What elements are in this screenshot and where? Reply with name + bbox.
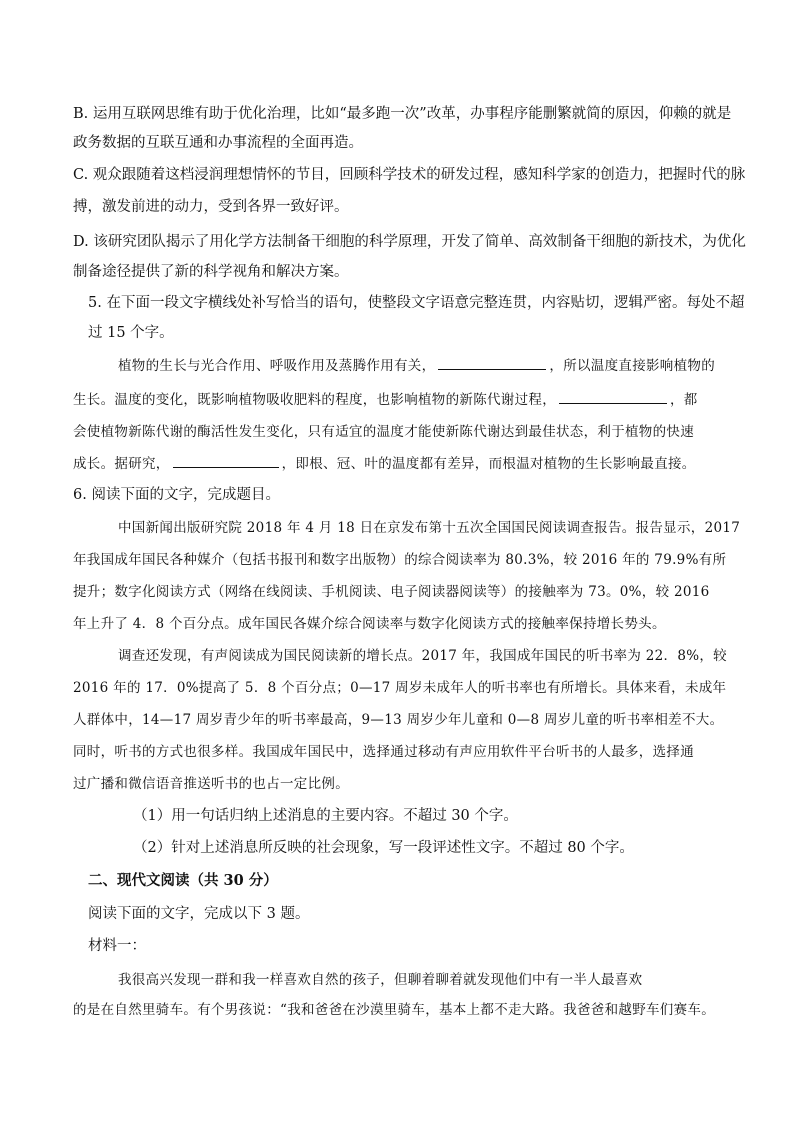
question-5-passage-line-4 (73, 454, 696, 474)
question-6-prompt: 6. 阅读下面的文字，完成题目。 (73, 487, 280, 503)
answer-blank-1[interactable] (438, 356, 546, 370)
option-b-line-2: 政务数据的互联互通和办事流程的全面再造。 (73, 135, 363, 151)
material-text-line-1: 我很高兴发现一群和我一样喜欢自然的孩子，但聊着聊着就发现他们中有一半人最喜欢 (118, 972, 643, 988)
question-6-sub-1: （1）用一句话归纳上述消息的主要内容。不超过 30 个字。 (133, 808, 518, 824)
section-2-heading: 二、现代文阅读（共 30 分） (88, 872, 278, 889)
q6-para2-line: 同时，听书的方式也很多样。我国成年国民中，选择通过移动有声应用软件平台听书的人最多，选择通 (73, 744, 694, 760)
question-5-prompt-line-2: 过 15 个字。 (88, 325, 174, 341)
option-b-line-1: B. 运用互联网思维有助于优化治理，比如“最多跑一次”改革，办事程序能删繁就简的原因，仰赖的就是 (73, 106, 732, 122)
passage-text: ，即根、冠、叶的温度都有差异，而根温对植物的生长影响最直接。 (281, 456, 696, 472)
answer-blank-2[interactable] (559, 390, 667, 404)
material-label: 材料一： (88, 938, 146, 954)
material-text-line-2: 的是在自然里骑车。有个男孩说：“我和爸爸在沙漠里骑车，基本上都不走大路。我爸爸和越野车们赛车。 (73, 1002, 715, 1018)
passage-text: 成长。据研究， (73, 456, 170, 472)
q6-para1-line: 年我国成年国民各种媒介（包括书报刊和数字出版物）的综合阅读率为 80.3%，较 2016 年的 79.9%有所 (73, 552, 727, 568)
passage-text: 生长。温度的变化，既影响植物吸收肥料的程度，也影响植物的新陈代谢过程， (73, 392, 556, 408)
question-5-passage-line-1 (118, 356, 715, 376)
q6-para1-line: 中国新闻出版研究院 2018 年 4 月 18 日在京发布第十五次全国国民阅读调查报告。报告显示，2017 (118, 520, 741, 536)
passage-text: ，都 (670, 392, 698, 408)
passage-text: ，所以温度直接影响植物的 (549, 358, 716, 374)
q6-para2-line: 2016 年的 17．0%提高了 5．8 个百分点；0—17 周岁未成年人的听书率也有所增长。具体来看，未成年 (73, 680, 727, 696)
q6-para1-line: 提升；数字化阅读方式（网络在线阅读、手机阅读、电子阅读器阅读等）的接触率为 73。0%，较 2016 (73, 584, 710, 600)
option-d-line-1: D. 该研究团队揭示了用化学方法制备干细胞的科学原理，开发了简单、高效制备干细胞的新技术，为优化 (73, 234, 746, 250)
question-6-sub-2: （2）针对上述消息所反映的社会现象，写一段评述性文字。不超过 80 个字。 (133, 840, 634, 856)
option-d-line-2: 制备途径提供了新的科学视角和解决方案。 (73, 264, 349, 280)
section-2-instruction: 阅读下面的文字，完成以下 3 题。 (88, 906, 310, 922)
option-c-line-2: 搏，激发前进的动力，受到各界一致好评。 (73, 199, 349, 215)
question-5-passage-line-2 (73, 390, 698, 410)
q6-para2-line: 人群体中，14—17 周岁青少年的听书率最高，9—13 周岁少年儿童和 0—8 周岁儿童的听书率相差不大。 (73, 712, 724, 728)
q6-para2-line: 过广播和微信语音推送听书的也占一定比例。 (73, 776, 349, 792)
q6-para1-line: 年上升了 4．8 个百分点。成年国民各媒介综合阅读率与数字化阅读方式的接触率保持增长势头。 (73, 616, 666, 632)
passage-text: 植物的生长与光合作用、呼吸作用及蒸腾作用有关， (118, 358, 436, 374)
question-5-prompt-line-1: 5. 在下面一段文字横线处补写恰当的语句，使整段文字语意完整连贯，内容贴切，逻辑严密。每处不超 (88, 295, 745, 311)
question-5-passage-line-3: 会使植物新陈代谢的酶活性发生变化，只有适宜的温度才能使新陈代谢达到最佳状态，利于植物的快速 (73, 424, 694, 440)
q6-para2-line: 调查还发现，有声阅读成为国民阅读新的增长点。2017 年，我国成年国民的听书率为 22．8%，较 (118, 648, 727, 664)
option-c-line-1: C. 观众跟随着这档浸润理想情怀的节目，回顾科学技术的研发过程，感知科学家的创造力，把握时代的脉 (73, 167, 746, 183)
answer-blank-3[interactable] (173, 454, 279, 468)
